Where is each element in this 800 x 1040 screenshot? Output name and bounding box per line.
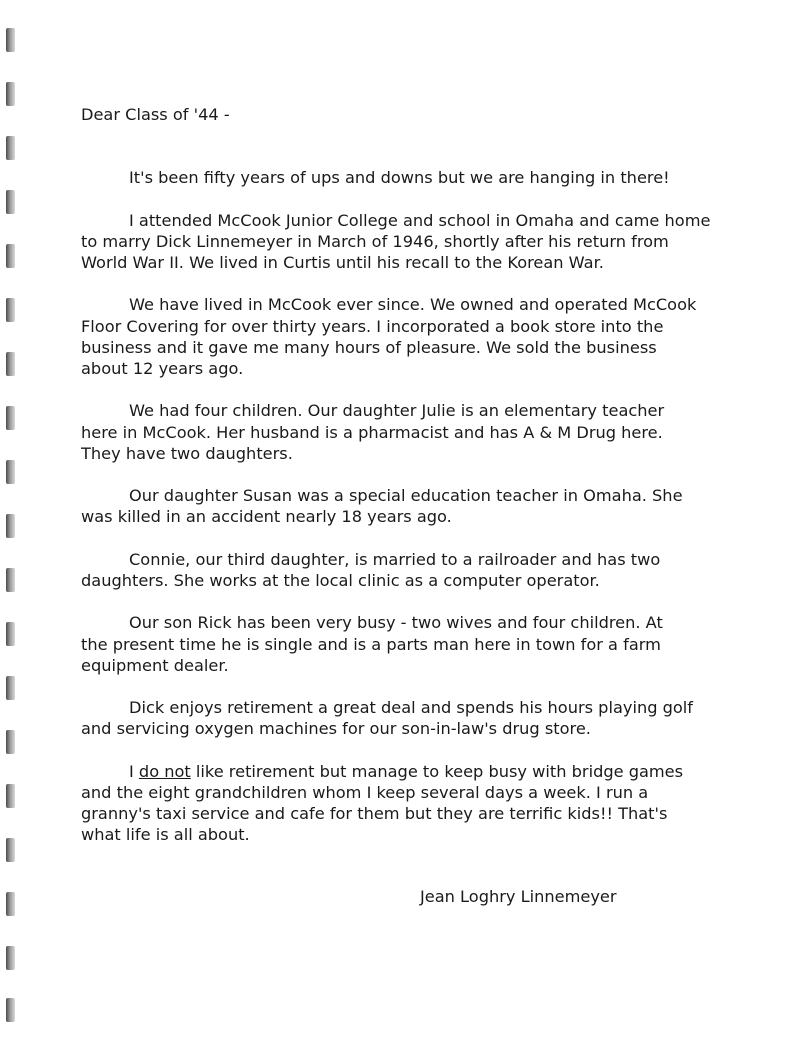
paragraph: I attended McCook Junior College and school in Omaha and came home to marry Dick Linnemeyer in March of 1946, shortly after his return from World War II. We lived in Curtis until his recall to the Korean War. [81, 210, 711, 272]
binder-hole [6, 352, 15, 376]
binder-hole [6, 136, 15, 160]
binder-hole [6, 946, 15, 970]
paragraph: We have lived in McCook ever since. We owned and operated McCook Floor Covering for over thirty years. I incorporated a book store into the business and it gave me many hours of pleasure. We sold the business about 12 years ago. [81, 295, 697, 378]
paragraph: Dick enjoys retirement a great deal and spends his hours playing golf and servicing oxygen machines for our son-in-law's drug store. [81, 698, 694, 739]
paragraph: Our daughter Susan was a special education teacher in Omaha. She was killed in an accident nearly 18 years ago. [81, 486, 683, 527]
binder-hole [6, 676, 15, 700]
closing-text-start: I [129, 761, 139, 781]
paragraph: It's been fifty years of ups and downs but we are hanging in there! [129, 168, 670, 188]
binder-hole [6, 406, 15, 430]
binder-hole [6, 244, 15, 268]
binder-hole [6, 838, 15, 862]
binder-hole [6, 568, 15, 592]
paragraph: Connie, our third daughter, is married to a railroader and has two daughters. She works at the local clinic as a computer operator. [81, 549, 661, 590]
closing-text-rest: like retirement but manage to keep busy with bridge games and the eight grandchildren whom I keep several days a week. I run a granny's taxi service and cafe for them but they are terrific kids!! That's what life is all about. [81, 761, 684, 845]
binder-hole [6, 622, 15, 646]
letter-body [81, 104, 721, 867]
binder-hole [6, 82, 15, 106]
binder-hole [6, 730, 15, 754]
binder-holes [6, 0, 20, 1040]
paragraph: Our son Rick has been very busy - two wives and four children. At the present time he is single and is a parts man here in town for a farm equipment dealer. [81, 613, 663, 675]
closing-paragraph [81, 761, 721, 846]
binder-hole [6, 190, 15, 214]
binder-hole [6, 460, 15, 484]
underlined-emphasis: do not [138, 761, 191, 781]
binder-hole [6, 514, 15, 538]
binder-hole [6, 784, 15, 808]
binder-hole [6, 28, 15, 52]
paragraph: We had four children. Our daughter Julie is an elementary teacher here in McCook. Her husband is a pharmacist and has A & M Drug here. They have two daughters. [81, 401, 665, 463]
signature: Jean Loghry Linnemeyer [420, 887, 617, 906]
binder-hole [6, 892, 15, 916]
salutation: Dear Class of '44 - [81, 105, 230, 124]
binder-hole [6, 298, 15, 322]
binder-hole [6, 998, 15, 1022]
